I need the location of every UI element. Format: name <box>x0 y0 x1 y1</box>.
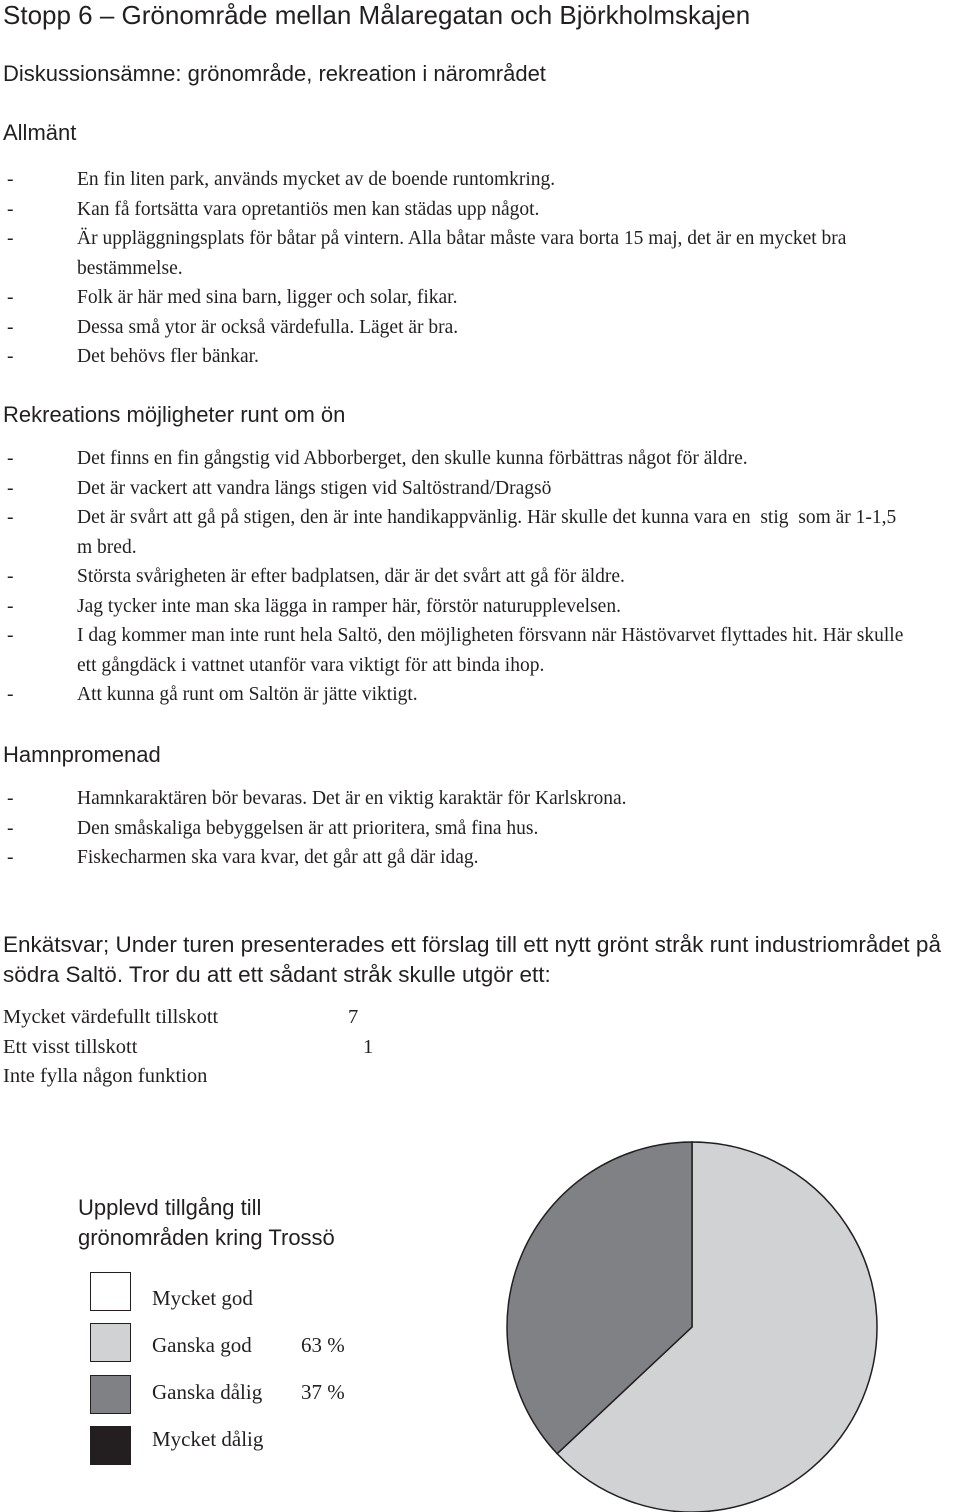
legend-percent: 63 % <box>301 1333 345 1357</box>
legend-swatch-mycket-god <box>90 1272 131 1311</box>
list-item: - Det finns en fin gångstig vid Abborberget, den skulle kunna förbättras något för äldre. <box>0 444 960 474</box>
section-heading-rekreation: Rekreations möjligheter runt om ön <box>3 402 346 427</box>
survey-answer-count: 1 <box>363 1036 374 1058</box>
legend-swatch-ganska-god <box>90 1323 131 1362</box>
section-heading-allmant: Allmänt <box>3 120 77 145</box>
legend-percent: 37 % <box>301 1380 345 1404</box>
pie-slice-ganska-god <box>557 1142 877 1512</box>
list-item: - Den småskaliga bebyggelsen är att prioritera, små fina hus. <box>0 814 960 844</box>
pie-slice-ganska-dålig <box>507 1142 692 1454</box>
chart-title <box>78 1193 335 1253</box>
survey-answer-label: Ett visst tillskott <box>3 1036 138 1058</box>
survey-answer <box>3 1065 207 1088</box>
list-marker: - <box>7 788 14 809</box>
list-marker: - <box>7 595 14 617</box>
legend-swatch-mycket-dalig <box>90 1426 131 1465</box>
list-marker: - <box>7 566 14 587</box>
list-marker: - <box>7 287 14 308</box>
list-marker: - <box>7 316 14 338</box>
list-item: - Största svårigheten är efter badplatsen, där är det svårt att gå för äldre. <box>0 562 960 592</box>
legend-label: Mycket dålig <box>152 1427 264 1451</box>
list-marker: - <box>7 448 14 469</box>
list-item: - Att kunna gå runt om Saltön är jätte viktigt. <box>0 680 960 710</box>
section-heading-hamnpromenad: Hamnpromenad <box>3 742 161 767</box>
survey-answer <box>3 1006 359 1029</box>
section-list-hamnpromenad <box>0 784 960 873</box>
list-item: - Folk är här med sina barn, ligger och solar, fikar. <box>0 283 960 313</box>
list-item: - Det behövs fler bänkar. <box>0 342 960 372</box>
list-marker: - <box>7 507 14 528</box>
survey-answer-count: 7 <box>348 1006 359 1028</box>
list-item: - Är uppläggningsplats för båtar på vintern. Alla båtar måste vara borta 15 maj, det är en mycket bra bestämmelse. <box>0 224 857 283</box>
list-item: - Kan få fortsätta vara opretantiös men kan städas upp något. <box>0 195 960 225</box>
survey-answer <box>3 1036 374 1059</box>
survey-answer-label: Mycket värdefullt tillskott <box>3 1006 219 1028</box>
list-marker: - <box>7 477 14 499</box>
section-list-allmant <box>0 165 960 372</box>
legend-label: Mycket god <box>152 1286 253 1310</box>
list-marker: - <box>7 847 14 868</box>
legend-label: Ganska god <box>152 1333 252 1357</box>
list-item: - I dag kommer man inte runt hela Saltö, den möjligheten försvann när Hästövarvet flyttades hit. Här skulle ett gångdäck i vattnet utanför vara viktigt för att binda ihop. <box>0 621 912 680</box>
chart-title-line: Upplevd tillgång till <box>78 1195 262 1220</box>
list-item: - Fiskecharmen ska vara kvar, det går att gå där idag. <box>0 843 960 873</box>
list-item: - Dessa små ytor är också värdefulla. Läget är bra. <box>0 313 960 343</box>
list-marker: - <box>7 169 14 190</box>
list-item: - Det är svårt att gå på stigen, den är inte handikappvänlig. Här skulle det kunna vara en stig som är 1-1,5 m bred. <box>0 503 907 562</box>
list-item: - Det är vackert att vandra längs stigen vid Saltöstrand/Dragsö <box>0 474 960 504</box>
legend-swatch-ganska-dalig <box>90 1375 131 1414</box>
list-item: - Hamnkaraktären bör bevaras. Det är en viktig karaktär för Karlskrona. <box>0 784 960 814</box>
survey-question: Enkätsvar; Under turen presenterades ett förslag till ett nytt grönt stråk runt industriområdet på södra Saltö. Tror du att ett sådant stråk skulle utgör ett: <box>3 932 941 987</box>
chart-title-line: grönområden kring Trossö <box>78 1225 335 1250</box>
page-subtitle: Diskussionsämne: grönområde, rekreation i närområdet <box>3 61 546 86</box>
list-marker: - <box>7 817 14 839</box>
list-item: - En fin liten park, används mycket av de boende runtomkring. <box>0 165 960 195</box>
list-marker: - <box>7 228 14 249</box>
legend-label: Ganska dålig <box>152 1380 263 1404</box>
list-marker: - <box>7 684 14 705</box>
list-marker: - <box>7 625 14 646</box>
list-item: - Jag tycker inte man ska lägga in ramper här, förstör naturupplevelsen. <box>0 592 960 622</box>
list-marker: - <box>7 346 14 367</box>
section-list-rekreation <box>0 444 960 710</box>
page-title: Stopp 6 – Grönområde mellan Målaregatan och Björkholmskajen <box>3 0 751 30</box>
survey-answer-label: Inte fylla någon funktion <box>3 1065 208 1087</box>
list-marker: - <box>7 198 14 220</box>
